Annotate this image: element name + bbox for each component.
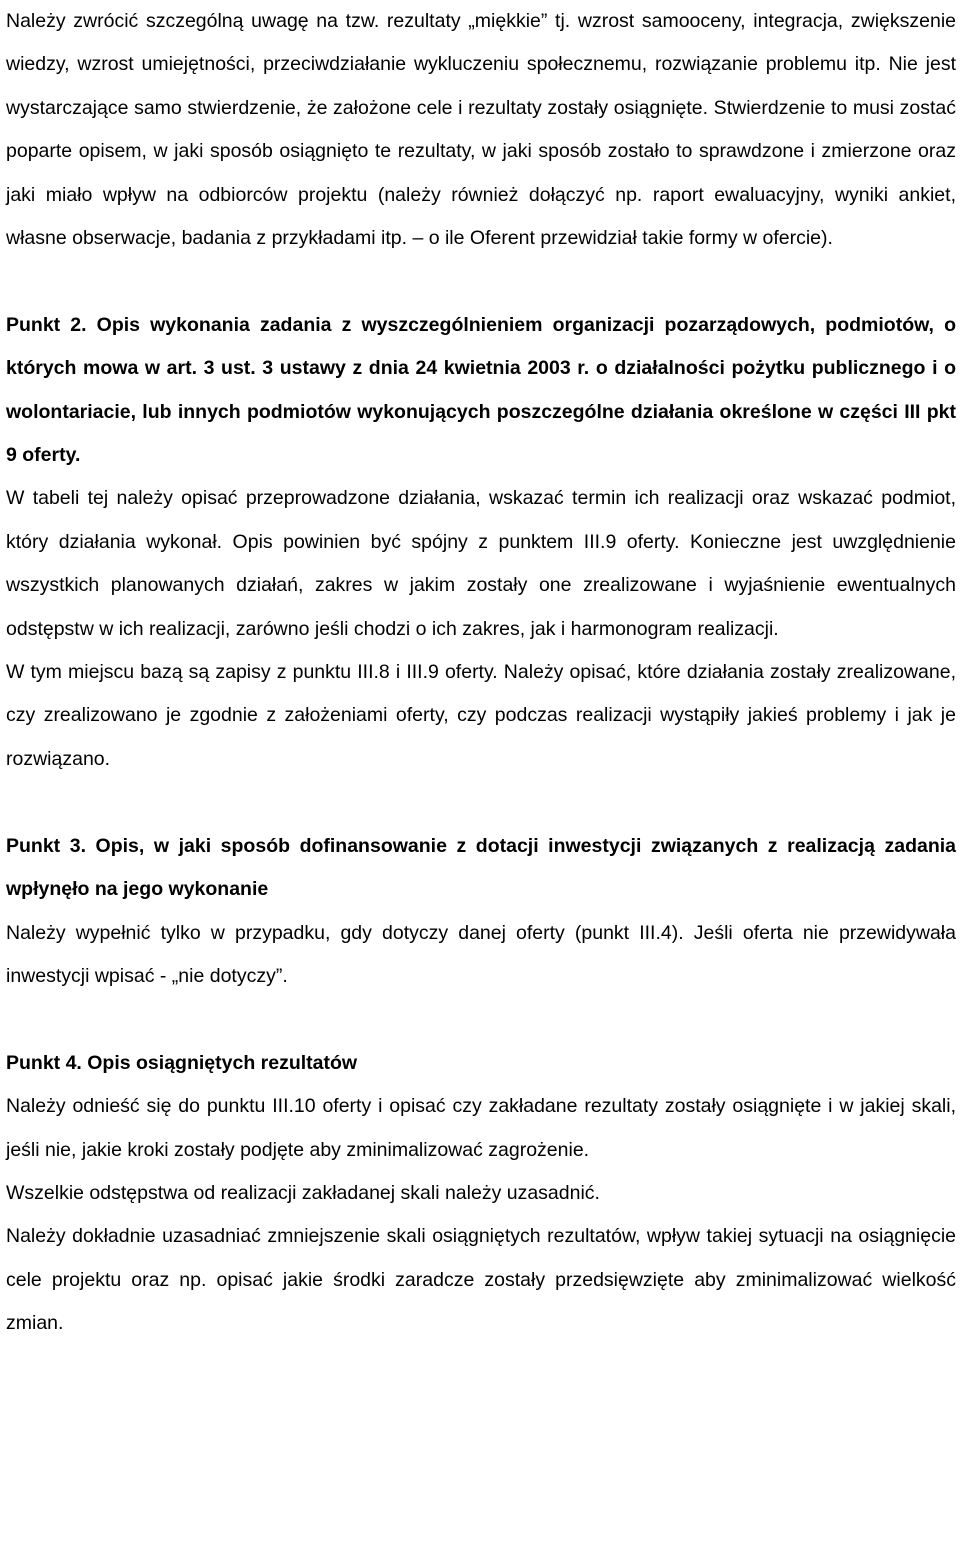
section-heading-punkt-3: Punkt 3. Opis, w jaki sposób dofinansowanie z dotacji inwestycji związanych z realizacją zadania wpłynęło na jego wykonanie (6, 834, 956, 901)
spacer (6, 260, 956, 303)
punkt-4-paragraph-2: Wszelkie odstępstwa od realizacji zakładanej skali należy uzasadnić. (6, 1181, 600, 1204)
punkt-4-paragraph-1: Należy odnieść się do punktu III.10 oferty i opisać czy zakładane rezultaty zostały osiągnięte i w jakiej skali, jeśli nie, jakie kroki zostały podjęte aby zminimalizować zagrożenie. (6, 1095, 956, 1161)
section-heading-punkt-2: Punkt 2. Opis wykonania zadania z wyszczególnieniem organizacji pozarządowych, podmiotów, o których mowa w art. 3 ust. 3 ustawy z dnia 24 kwietnia 2003 r. o działalności pożytku publicznego i o wolontariacie, lub innych podmiotów wykonujących poszczególne działania określone w części III pkt 9 oferty. (6, 313, 956, 467)
spacer (6, 998, 956, 1041)
spacer (6, 781, 956, 824)
punkt-4-paragraph-3: Należy dokładnie uzasadniać zmniejszenie skali osiągniętych rezultatów, wpływ takiej sytuacji na osiągnięcie cele projektu oraz np. opisać jakie środki zaradcze zostały przedsięwzięte aby zminimalizować wielkość zmian. (6, 1225, 956, 1335)
punkt-2-paragraph-2: W tym miejscu bazą są zapisy z punktu III.8 i III.9 oferty. Należy opisać, które działania zostały zrealizowane, czy zrealizowano je zgodnie z założeniami oferty, czy podczas realizacji wystąpiły jakieś problemy i jak je rozwiązano. (6, 661, 956, 770)
intro-paragraph: Należy zwrócić szczególną uwagę na tzw. rezultaty „miękkie” tj. wzrost samooceny, integracja, zwiększenie wiedzy, wzrost umiejętności, przeciwdziałanie wykluczeniu społecznemu, rozwiązanie problemu itp. Nie jest wystarczające samo stwierdzenie, że założone cele i rezultaty zostały osiągnięte. Stwierdzenie to musi zostać poparte opisem, w jaki sposób osiągnięto te rezultaty, w jaki sposób zostało to sprawdzone i zmierzone oraz jaki miało wpływ na odbiorców projektu (należy również dołączyć np. raport ewaluacyjny, wyniki ankiet, własne obserwacje, badania z przykładami itp. – o ile Oferent przewidział takie formy w ofercie). (6, 10, 956, 250)
section-heading-punkt-4: Punkt 4. Opis osiągniętych rezultatów (6, 1051, 358, 1074)
punkt-3-paragraph-1: Należy wypełnić tylko w przypadku, gdy dotyczy danej oferty (punkt III.4). Jeśli oferta nie przewidywała inwestycji wpisać - „nie dotyczy”. (6, 921, 956, 987)
document-page (6, 0, 956, 1346)
punkt-2-paragraph-1: W tabeli tej należy opisać przeprowadzone działania, wskazać termin ich realizacji oraz wskazać podmiot, który działania wykonał. Opis powinien być spójny z punktem III.9 oferty. Konieczne jest uwzględnienie wszystkich planowanych działań, zakres w jakim zostały one zrealizowane i wyjaśnienie ewentualnych odstępstw w ich realizacji, zarówno jeśli chodzi o ich zakres, jak i harmonogram realizacji. (6, 487, 956, 640)
